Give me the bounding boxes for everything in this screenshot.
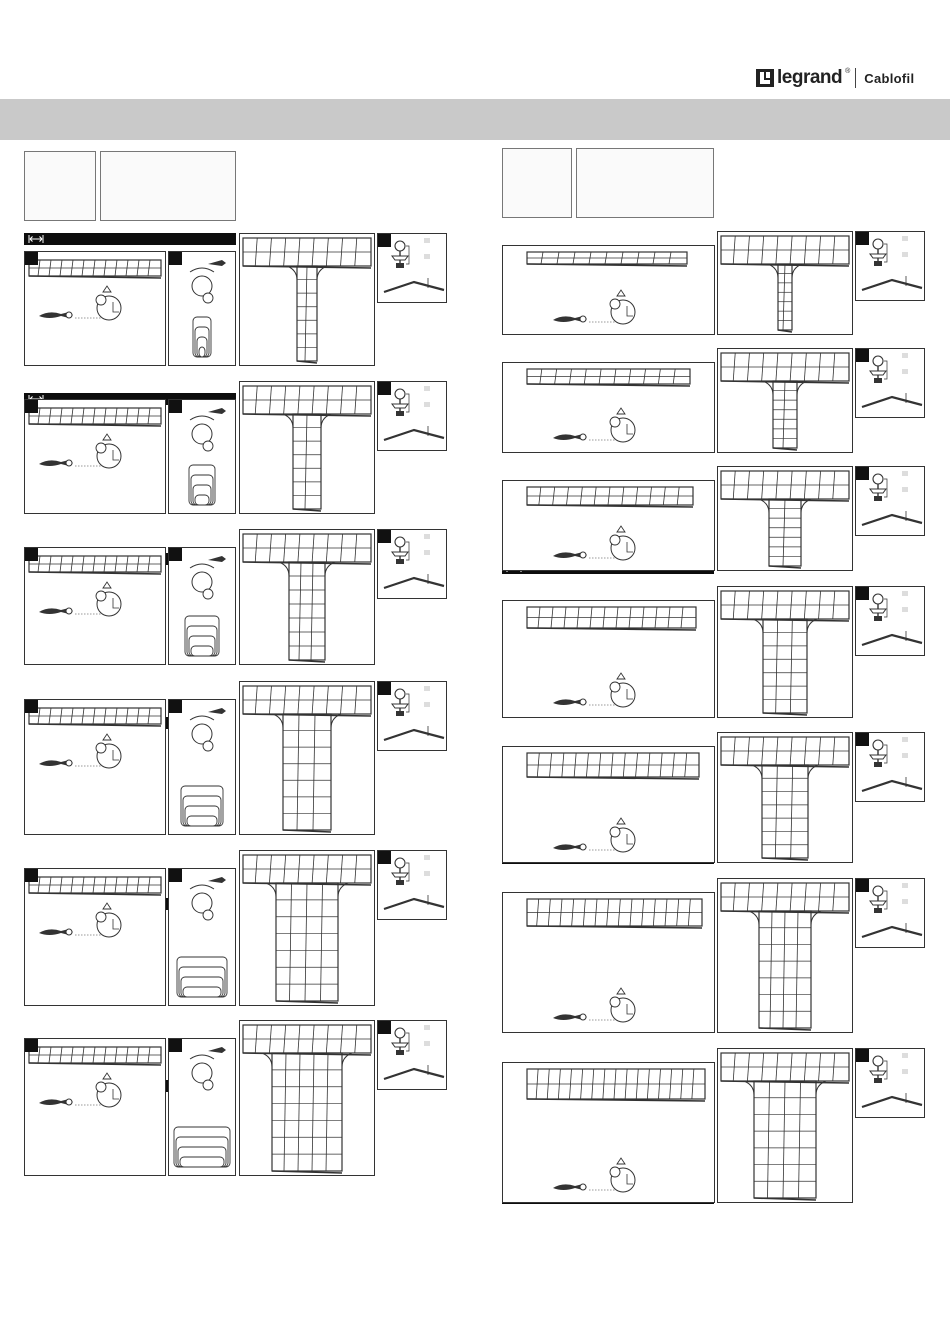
tee-result-panel — [717, 732, 853, 863]
tee-result-panel — [239, 681, 375, 835]
step-number-marker — [169, 400, 182, 413]
fastener-panel — [855, 348, 925, 418]
step-number-marker — [856, 349, 869, 362]
step-number-marker — [378, 682, 391, 695]
tee-junction-illustration — [718, 349, 852, 452]
step-number-marker — [856, 1049, 869, 1062]
fold-step-panel — [168, 399, 236, 514]
width-arrow-icon — [28, 234, 44, 244]
tee-result-panel — [239, 381, 375, 514]
step-number-marker — [856, 879, 869, 892]
tee-result-panel — [239, 233, 375, 366]
tee-junction-illustration — [240, 382, 374, 513]
tee-result-panel — [717, 586, 853, 718]
fastener-panel — [855, 732, 925, 802]
fold-step-panel — [168, 699, 236, 835]
cut-step-panel — [502, 600, 715, 718]
tee-result-panel — [239, 850, 375, 1006]
tee-tray-photo — [576, 148, 714, 218]
cut-tray-illustration — [503, 481, 714, 570]
fold-step-panel — [168, 251, 236, 366]
fold-tray-illustration — [169, 252, 235, 365]
fastener-panel — [855, 466, 925, 536]
cut-step-panel — [24, 251, 166, 366]
fold-tray-illustration — [169, 1039, 235, 1175]
tee-junction-illustration — [240, 234, 374, 365]
tee-result-panel — [717, 878, 853, 1033]
step-number-marker — [25, 1039, 38, 1052]
step-number-marker — [169, 869, 182, 882]
cut-step-panel — [24, 1038, 166, 1176]
step-number-marker — [856, 467, 869, 480]
angled-wire-photo — [502, 148, 572, 218]
fastener-panel — [377, 850, 447, 920]
fastener-panel — [377, 1020, 447, 1090]
cut-tray-illustration — [25, 869, 165, 1005]
cut-tray-illustration — [503, 747, 714, 862]
tee-junction-photo — [100, 151, 236, 221]
legrand-wordmark: legrand — [777, 67, 843, 88]
step-header-bar — [24, 233, 236, 245]
legrand-logo — [756, 67, 850, 89]
tee-junction-illustration — [240, 682, 374, 834]
tee-result-panel — [717, 1048, 853, 1203]
fastener-panel — [377, 529, 447, 599]
fold-tray-illustration — [169, 869, 235, 1005]
cut-tray-illustration — [25, 1039, 165, 1175]
registered-mark: ® — [845, 67, 851, 75]
fold-step-panel — [168, 868, 236, 1006]
step-number-marker — [25, 700, 38, 713]
brand-separator — [855, 68, 856, 88]
cut-step-panel — [502, 892, 715, 1033]
tee-junction-illustration — [718, 467, 852, 570]
tee-result-panel — [239, 529, 375, 665]
legrand-square-logo-icon — [756, 69, 774, 87]
tee-junction-illustration — [240, 851, 374, 1005]
tee-result-panel — [717, 466, 853, 571]
tee-junction-illustration — [240, 530, 374, 664]
step-number-marker — [378, 234, 391, 247]
brand-header — [756, 64, 914, 92]
step-number-marker — [856, 587, 869, 600]
step-number-marker — [169, 252, 182, 265]
step-number-marker — [25, 548, 38, 561]
step-number-marker — [169, 548, 182, 561]
cut-step-panel — [502, 245, 715, 335]
step-number-marker — [169, 700, 182, 713]
step-number-marker — [856, 733, 869, 746]
cut-tray-illustration — [503, 1063, 714, 1202]
tee-junction-illustration — [718, 1049, 852, 1202]
cut-step-panel — [24, 868, 166, 1006]
tee-junction-illustration — [240, 1021, 374, 1175]
tee-result-panel — [717, 348, 853, 453]
cut-step-panel — [502, 480, 715, 571]
cut-step-panel — [502, 1062, 715, 1203]
tee-result-panel — [239, 1020, 375, 1176]
cut-tray-illustration — [503, 246, 714, 334]
step-number-marker — [169, 1039, 182, 1052]
cut-tray-illustration — [503, 893, 714, 1032]
fold-step-panel — [168, 547, 236, 665]
fold-tray-illustration — [169, 700, 235, 834]
tee-junction-illustration — [718, 232, 852, 334]
step-number-marker — [25, 252, 38, 265]
cut-step-panel — [24, 699, 166, 835]
step-number-marker — [378, 382, 391, 395]
title-band — [0, 99, 950, 140]
tee-junction-illustration — [718, 733, 852, 862]
tee-junction-illustration — [718, 587, 852, 717]
cut-tray-illustration — [25, 548, 165, 664]
cut-tray-illustration — [25, 400, 165, 513]
cut-tray-illustration — [503, 601, 714, 717]
cut-step-panel — [24, 399, 166, 514]
fastener-panel — [377, 681, 447, 751]
fastener-panel — [855, 878, 925, 948]
step-number-marker — [378, 530, 391, 543]
tee-junction-illustration — [718, 879, 852, 1032]
cut-step-panel — [502, 362, 715, 453]
step-number-marker — [378, 1021, 391, 1034]
step-number-marker — [25, 400, 38, 413]
bent-wire-photo — [24, 151, 96, 221]
step-number-marker — [378, 851, 391, 864]
cablofil-wordmark: Cablofil — [864, 70, 915, 86]
cut-tray-illustration — [25, 252, 165, 365]
step-number-marker — [25, 869, 38, 882]
cut-tray-illustration — [503, 363, 714, 452]
fastener-panel — [377, 381, 447, 451]
fold-tray-illustration — [169, 400, 235, 513]
fastener-panel — [855, 1048, 925, 1118]
fold-step-panel — [168, 1038, 236, 1176]
fastener-panel — [377, 233, 447, 303]
tee-result-panel — [717, 231, 853, 335]
fastener-panel — [855, 586, 925, 656]
cut-step-panel — [502, 746, 715, 863]
fold-tray-illustration — [169, 548, 235, 664]
cut-tray-illustration — [25, 700, 165, 834]
cut-step-panel — [24, 547, 166, 665]
fastener-panel — [855, 231, 925, 301]
step-number-marker — [856, 232, 869, 245]
